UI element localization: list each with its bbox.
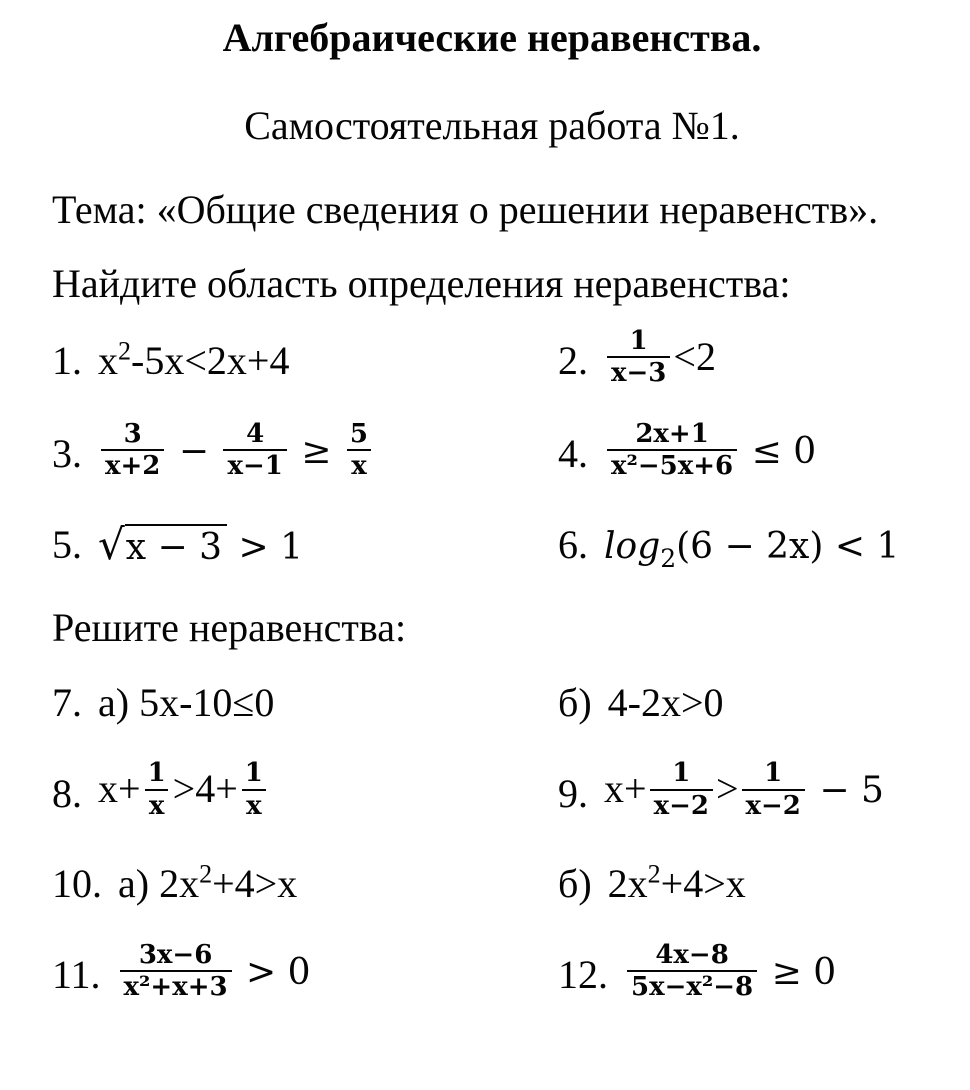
problem-number: 1. xyxy=(52,338,82,384)
fraction-denominator: x−3 xyxy=(607,356,670,388)
expression-text: >4+ xyxy=(172,766,238,812)
expression-text: x+ xyxy=(98,766,141,812)
square-root xyxy=(98,519,227,569)
fraction-numerator: 1 xyxy=(147,758,166,789)
fraction xyxy=(650,759,713,820)
problem-expression xyxy=(98,337,289,384)
problem-expression xyxy=(98,758,270,823)
fraction xyxy=(101,420,164,481)
expression-text: +4>x xyxy=(212,861,298,907)
problem-left xyxy=(52,337,558,384)
fraction-numerator: 2x+1 xyxy=(635,419,709,450)
section-find-domain xyxy=(52,260,932,572)
problem-left xyxy=(52,939,558,1005)
math-text: − 5 xyxy=(807,770,884,812)
fraction-numerator: 1 xyxy=(764,758,783,789)
fraction-numerator: 3 xyxy=(123,419,142,450)
fraction-denominator: x xyxy=(242,789,266,821)
fraction xyxy=(346,420,372,481)
problem-list-solve xyxy=(52,674,932,1004)
fraction-numerator: 4x−8 xyxy=(655,939,729,970)
problem-row xyxy=(52,674,932,730)
fraction-numerator: 1 xyxy=(629,326,648,356)
problem-number: 6. xyxy=(558,521,588,567)
fraction xyxy=(223,420,286,481)
problem-row xyxy=(52,758,932,823)
fraction xyxy=(144,759,170,820)
page-subtitle: Самостоятельная работа №1. xyxy=(244,103,740,148)
fraction-denominator: 5x−x²−8 xyxy=(627,970,757,1002)
math-text: > 0 xyxy=(234,951,311,993)
fraction-numerator: 4 xyxy=(246,419,265,450)
problem-right xyxy=(558,326,932,391)
expression-text: x xyxy=(98,338,118,384)
problem-left xyxy=(52,860,558,907)
problem-expression xyxy=(117,939,311,1005)
problem-expression xyxy=(604,758,884,823)
expression-text: 4-2x>0 xyxy=(607,679,724,725)
problem-expression xyxy=(608,860,746,907)
fraction-numerator: 3x−6 xyxy=(138,939,213,970)
problem-number: б) xyxy=(558,679,592,725)
problem-expression xyxy=(604,521,900,573)
problem-right xyxy=(558,939,932,1005)
superscript: 2 xyxy=(118,336,131,366)
fraction-numerator: 5 xyxy=(349,419,368,450)
superscript: 2 xyxy=(647,859,661,889)
problem-row xyxy=(52,419,932,484)
problem-number: 12. xyxy=(558,951,608,997)
fraction-denominator: x xyxy=(145,789,169,821)
math-function-name: log xyxy=(604,525,661,567)
math-text: ≥ 0 xyxy=(760,951,837,993)
problem-number: 10. xyxy=(52,861,102,907)
problem-list-find-domain xyxy=(52,326,932,573)
problem-number: 5. xyxy=(52,521,82,567)
problem-row xyxy=(52,939,932,1005)
problem-expression xyxy=(98,520,303,569)
expression-text: 2x xyxy=(607,861,648,907)
problem-left xyxy=(52,419,558,484)
problem-number: 4. xyxy=(558,431,588,477)
fraction-denominator: x+2 xyxy=(101,449,164,481)
problem-number: б) xyxy=(558,861,592,907)
problem-expression xyxy=(118,860,297,907)
problem-row xyxy=(52,326,932,391)
expression-text: > xyxy=(715,766,739,812)
radicand: x − 3 xyxy=(125,524,227,569)
problem-number: 7. xyxy=(52,679,82,725)
section-heading-solve: Решите неравенства: xyxy=(52,605,407,651)
expression-text: а) 5x-10≤0 xyxy=(98,679,275,725)
section-solve xyxy=(52,604,932,1004)
problem-right xyxy=(558,679,932,726)
fraction xyxy=(120,941,232,1002)
fraction xyxy=(607,420,737,481)
fraction xyxy=(607,327,670,388)
expression-text: +4>x xyxy=(660,861,746,907)
fraction-denominator: x²−5x+6 xyxy=(607,449,737,481)
section-heading-find-domain: Найдите область определения неравенства: xyxy=(52,261,791,306)
math-text: > 1 xyxy=(227,526,303,568)
expression-text: <2 xyxy=(673,333,716,379)
expression-text: а) 2x xyxy=(118,861,200,907)
fraction xyxy=(241,759,267,820)
fraction xyxy=(742,759,805,820)
superscript: 2 xyxy=(199,859,213,889)
fraction-denominator: x−1 xyxy=(223,449,286,481)
problem-number: 2. xyxy=(558,338,588,384)
problem-right xyxy=(558,521,932,573)
problem-left xyxy=(52,758,558,823)
fraction-denominator: x−2 xyxy=(742,789,805,821)
expression-text: -5x<2x+4 xyxy=(131,338,290,384)
subscript: 2 xyxy=(660,543,677,573)
problem-left xyxy=(52,679,558,726)
topic-line: Тема: «Общие сведения о решении неравенств». xyxy=(52,187,879,232)
problem-right xyxy=(558,419,932,484)
fraction-denominator: x xyxy=(347,449,371,481)
fraction-denominator: x²+x+3 xyxy=(120,970,232,1002)
math-text: ≥ xyxy=(289,431,343,473)
problem-number: 9. xyxy=(558,770,588,816)
problem-row xyxy=(52,856,932,912)
problem-right xyxy=(558,860,932,907)
problem-expression xyxy=(98,679,274,726)
math-text: ≤ 0 xyxy=(740,431,817,473)
fraction-numerator: 1 xyxy=(672,758,691,789)
problem-expression xyxy=(604,419,817,484)
math-text: (6 − 2x) < 1 xyxy=(676,525,900,567)
problem-number: 8. xyxy=(52,770,82,816)
expression-text: x+ xyxy=(604,766,647,812)
page-title: Алгебраические неравенства. xyxy=(222,15,762,60)
math-text: − xyxy=(167,431,221,473)
problem-expression xyxy=(604,326,716,391)
problem-expression xyxy=(624,939,837,1005)
problem-row xyxy=(52,516,932,572)
fraction-denominator: x−2 xyxy=(650,789,713,821)
fraction xyxy=(627,941,757,1002)
radical-sign: √ xyxy=(98,519,125,569)
problem-number: 3. xyxy=(52,431,82,477)
problem-right xyxy=(558,758,932,823)
fraction-numerator: 1 xyxy=(244,758,263,789)
problem-expression xyxy=(608,679,724,726)
problem-number: 11. xyxy=(52,951,101,997)
problem-expression xyxy=(98,419,375,484)
problem-left xyxy=(52,520,558,569)
